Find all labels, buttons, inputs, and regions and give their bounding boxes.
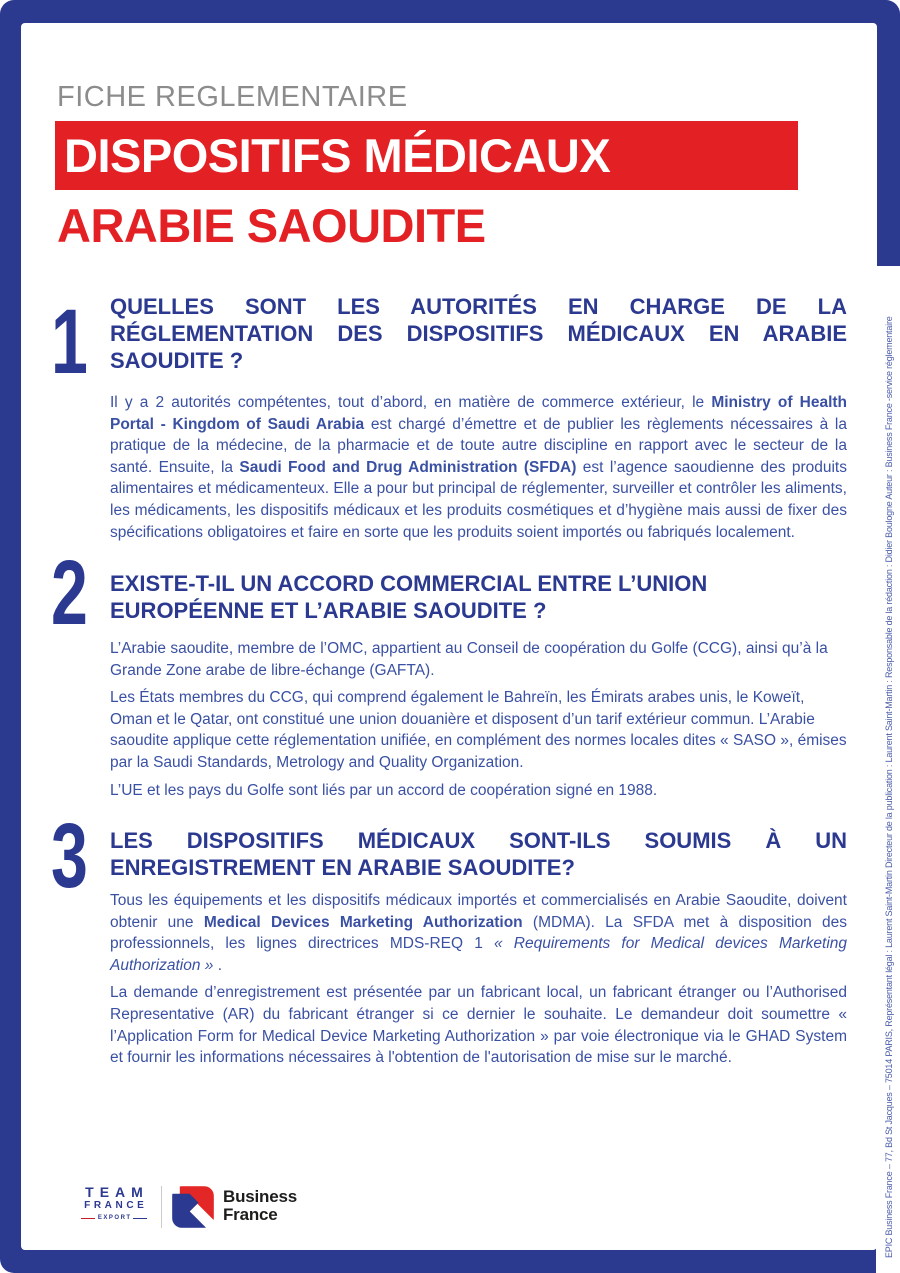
section-3-heading: LES DISPOSITIFS MÉDICAUX SONT-ILS SOUMIS À UN ENREGISTREMENT EN ARABIE SAOUDITE? (110, 828, 847, 880)
credits-vertical-text: EPIC Business France – 77, Bd St Jacques – 75014 PARIS, Représentant légal : Laurent Saint-Martin Directeur de la publication : Laurent Saint-Martin : Responsable de la rédaction : Didier Boulogne Auteur : Business France -service réglementaire (884, 316, 894, 1258)
paragraph: Il y a 2 autorités compétentes, tout d’abord, en matière de commerce extérieur, le Ministry of Health Portal - Kingdom of Saudi Arabia est chargé d’émettre et de publier les règlements nécessaires à la pratique de la médecine, de la pharmacie et de toute autre discipline en rapport avec le secteur de la santé. Ensuite, la Saudi Food and Drug Administration (SFDA) est l’agence saoudienne des produits alimentaires et médicamenteux. Elle a pour but principal de réglementer, surveiller et contrôler les aliments, les médicaments, les dispositifs médicaux et les produits cosmétiques et d’hygiène mais aussi de fixer des spécifications obligatoires et faire en sorte que les produits soient importés ou fabriqués localement. (110, 394, 848, 541)
page-subtitle: ARABIE SAOUDITE (57, 199, 486, 252)
tricolor-rule-left (81, 1218, 95, 1219)
page-title: DISPOSITIFS MÉDICAUX (64, 129, 611, 182)
section-1-number: 1 (51, 291, 88, 393)
paragraph: Tous les équipements et les dispositifs médicaux importés et commercialisés en Arabie Saoudite, doivent obtenir une Medical Devices Marketing Authorization (MDMA). La SFDA met à disposition des professionnels, les lignes directrices MDS-REQ 1 « Requirements for Medical devices Marketing Authorization » . (110, 892, 848, 974)
business-france-word-france: France (223, 1205, 278, 1224)
section-3-number: 3 (51, 805, 88, 907)
business-france-label (223, 1188, 297, 1224)
section-1-heading: QUELLES SONT LES AUTORITÉS EN CHARGE DE LA RÉGLEMENTATION DES DISPOSITIFS MÉDICAUX EN ARABIE SAOUDITE ? (110, 294, 847, 373)
team-france-word-team: TEAM (85, 1184, 149, 1200)
section-2-number: 2 (51, 542, 88, 644)
document-page (21, 23, 877, 1250)
paragraph: L’Arabie saoudite, membre de l’OMC, appartient au Conseil de coopération du Golfe (CCG), ainsi qu’à la Grande Zone arabe de libre-échange (GAFTA). (110, 640, 828, 679)
team-france-word-france: FRANCE (84, 1200, 148, 1211)
team-france-logo (81, 1184, 147, 1221)
paragraph: Les États membres du CCG, qui comprend également le Bahreïn, les Émirats arabes unis, le Koweït, Oman et le Qatar, ont constitué une union douanière et disposent d’un tarif extérieur commun. L’Arabie saoudite applique cette réglementation unifiée, en complément des normes locales dites « SASO », émises par la Saudi Standards, Metrology and Quality Organization. (110, 689, 847, 771)
section-3-body (110, 890, 847, 1075)
section-2-body (110, 638, 847, 807)
section-1-body (110, 392, 847, 549)
paragraph: L’UE et les pays du Golfe sont liés par un accord de coopération signé en 1988. (110, 781, 658, 799)
tricolor-rule-right (133, 1218, 147, 1219)
title-banner (55, 121, 798, 190)
team-france-export-label: EXPORT (97, 1215, 132, 1221)
business-france-icon (171, 1185, 215, 1229)
business-france-word-business: Business (223, 1187, 297, 1206)
team-france-export-row (81, 1215, 147, 1221)
kicker: FICHE REGLEMENTAIRE (57, 81, 408, 113)
logo-divider (161, 1186, 162, 1228)
section-2-heading: EXISTE-T-IL UN ACCORD COMMERCIAL ENTRE L’UNION EUROPÉENNE ET L’ARABIE SAOUDITE ? (110, 571, 708, 623)
paragraph: La demande d’enregistrement est présentée par un fabricant local, un fabricant étranger ou l’Authorised Representative (AR) du fabricant étranger si ce dernier le souhaite. Le demandeur doit soumettre « l’Application Form for Medical Device Marketing Authorization » par voie électronique via le GHAD System et fournir les informations nécessaires à l'obtention de l'autorisation de mise sur le marché. (110, 984, 847, 1067)
